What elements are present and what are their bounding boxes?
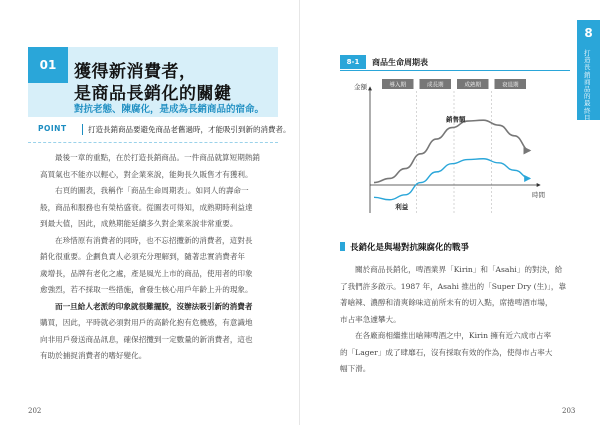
paragraph-line: 幅下滑。: [340, 364, 371, 373]
paragraph-line: 愈強烈，若不採取一些措施，會發生核心用戶年齡上升的現象。: [40, 285, 253, 294]
page-number-right: 203: [562, 407, 576, 415]
paragraph-line: 最後一章的重點，在於打造長銷商品。一件商品就算短期熱銷: [55, 153, 261, 162]
section-banner: [28, 47, 278, 117]
paragraph-line: 有助於捕捉消費者的嗜好變化。: [40, 351, 147, 360]
heading-marker: [340, 242, 345, 251]
paragraph-line-bold: 而一旦給人老派的印象就很難擺脫，沒辦法吸引新的消費者: [55, 301, 253, 311]
point-label: POINT: [38, 124, 67, 133]
paragraph-line: 右頁的圖表，我稱作「商品生命周期表」。如同人的壽命一: [55, 186, 249, 195]
chapter-title: 打造長銷商品的最終目標: [584, 49, 591, 130]
sales-label: 銷售額: [446, 115, 466, 124]
paragraph-line: 到最大值，因此，成熟期能延續多久對企業來說非常重要。: [40, 219, 238, 228]
point-text: 打造長銷商品要避免商品老舊過時，才能吸引到新的消費者。: [88, 125, 291, 134]
left-body-text: [40, 150, 276, 365]
profit-label: 利益: [395, 202, 409, 211]
paragraph-line: 的「Lager」成了肆靡石，沒有採取有效的作為，使得市占率大: [340, 347, 553, 357]
point-divider: [82, 124, 83, 135]
section-title: 長銷化是與場對抗陳腐化的戰爭: [350, 243, 470, 253]
paragraph-line: 關於商品長銷化，啤酒業界「Kirin」和「Asahi」的對決，給: [355, 265, 563, 274]
paragraph-line: 在各廠商相繼推出嗆辣啤酒之中，Kirin 擁有近六成市占率: [355, 331, 552, 340]
lifecycle-chart: [340, 75, 570, 225]
right-body-text: [340, 262, 572, 378]
paragraph-line: 般，商品和服務也有榮枯盛衰。從圖表可得知，成熟期時利益達: [40, 202, 253, 212]
chapter-number: 8: [584, 26, 593, 40]
paragraph-line: 著嗆辣、濃醇和清爽餘味這前所未有的切入點，席捲啤酒市場，: [340, 298, 553, 307]
y-axis-label: 金額: [354, 83, 367, 91]
chapter-side-tab: [577, 20, 600, 130]
paragraph-line: 市占率急遽攀大。: [340, 314, 401, 324]
section-number: 01: [28, 47, 68, 83]
stage-label: 導入期: [389, 82, 407, 89]
figure-title: 商品生命周期表: [372, 58, 428, 67]
stage-label: 衰退期: [501, 82, 519, 89]
figure-number: 8-1: [340, 55, 366, 69]
paragraph-line: 歲增長，品牌有老化之處，產是風光上市的商品，使用者的印象: [40, 268, 253, 278]
stage-label: 成熟期: [464, 82, 482, 89]
figure-area: [340, 55, 570, 225]
x-axis-label: 時間: [532, 191, 545, 199]
point-box: [28, 122, 291, 138]
point-rule: [28, 142, 278, 143]
section-heading: [340, 240, 570, 254]
page-subtitle: 對抗老態、陳腐化，是成為長銷商品的宿命。: [74, 104, 265, 115]
sales-line: [374, 120, 530, 182]
paragraph-line: 向非用戶發送商品訊息，確保招攬到一定數量的新消費者，這也: [40, 334, 253, 344]
figure-rule: [340, 70, 570, 71]
right-page: [300, 0, 600, 425]
page-title-line2: 是商品長銷化的關鍵: [74, 84, 232, 104]
paragraph-line: 了我們許多啟示。1987 年，Asahi 推出的「Super Dry (生)」，靠: [340, 281, 567, 291]
paragraph-line: 高買氣也不能亦以輕心，對企業來說，能夠長久販售才有獲利。: [40, 169, 253, 179]
paragraph-line: 購買，因此，平時就必須對用戶的高齡化抱有危機感，有意識地: [40, 318, 253, 327]
stage-label: 成長期: [426, 82, 444, 89]
paragraph-line: 在珍惜原有消費者的同時，也不忘招攬新的消費者，這對長: [55, 235, 253, 245]
paragraph-line: 銷化很重要。企劃負責人必須充分理解到，隨著忠實消費者年: [40, 252, 246, 261]
page-title-line1: 獲得新消費者，: [74, 62, 197, 82]
profit-line: [374, 159, 530, 200]
figure-header: [340, 55, 570, 69]
page-number-left: 202: [28, 407, 42, 415]
